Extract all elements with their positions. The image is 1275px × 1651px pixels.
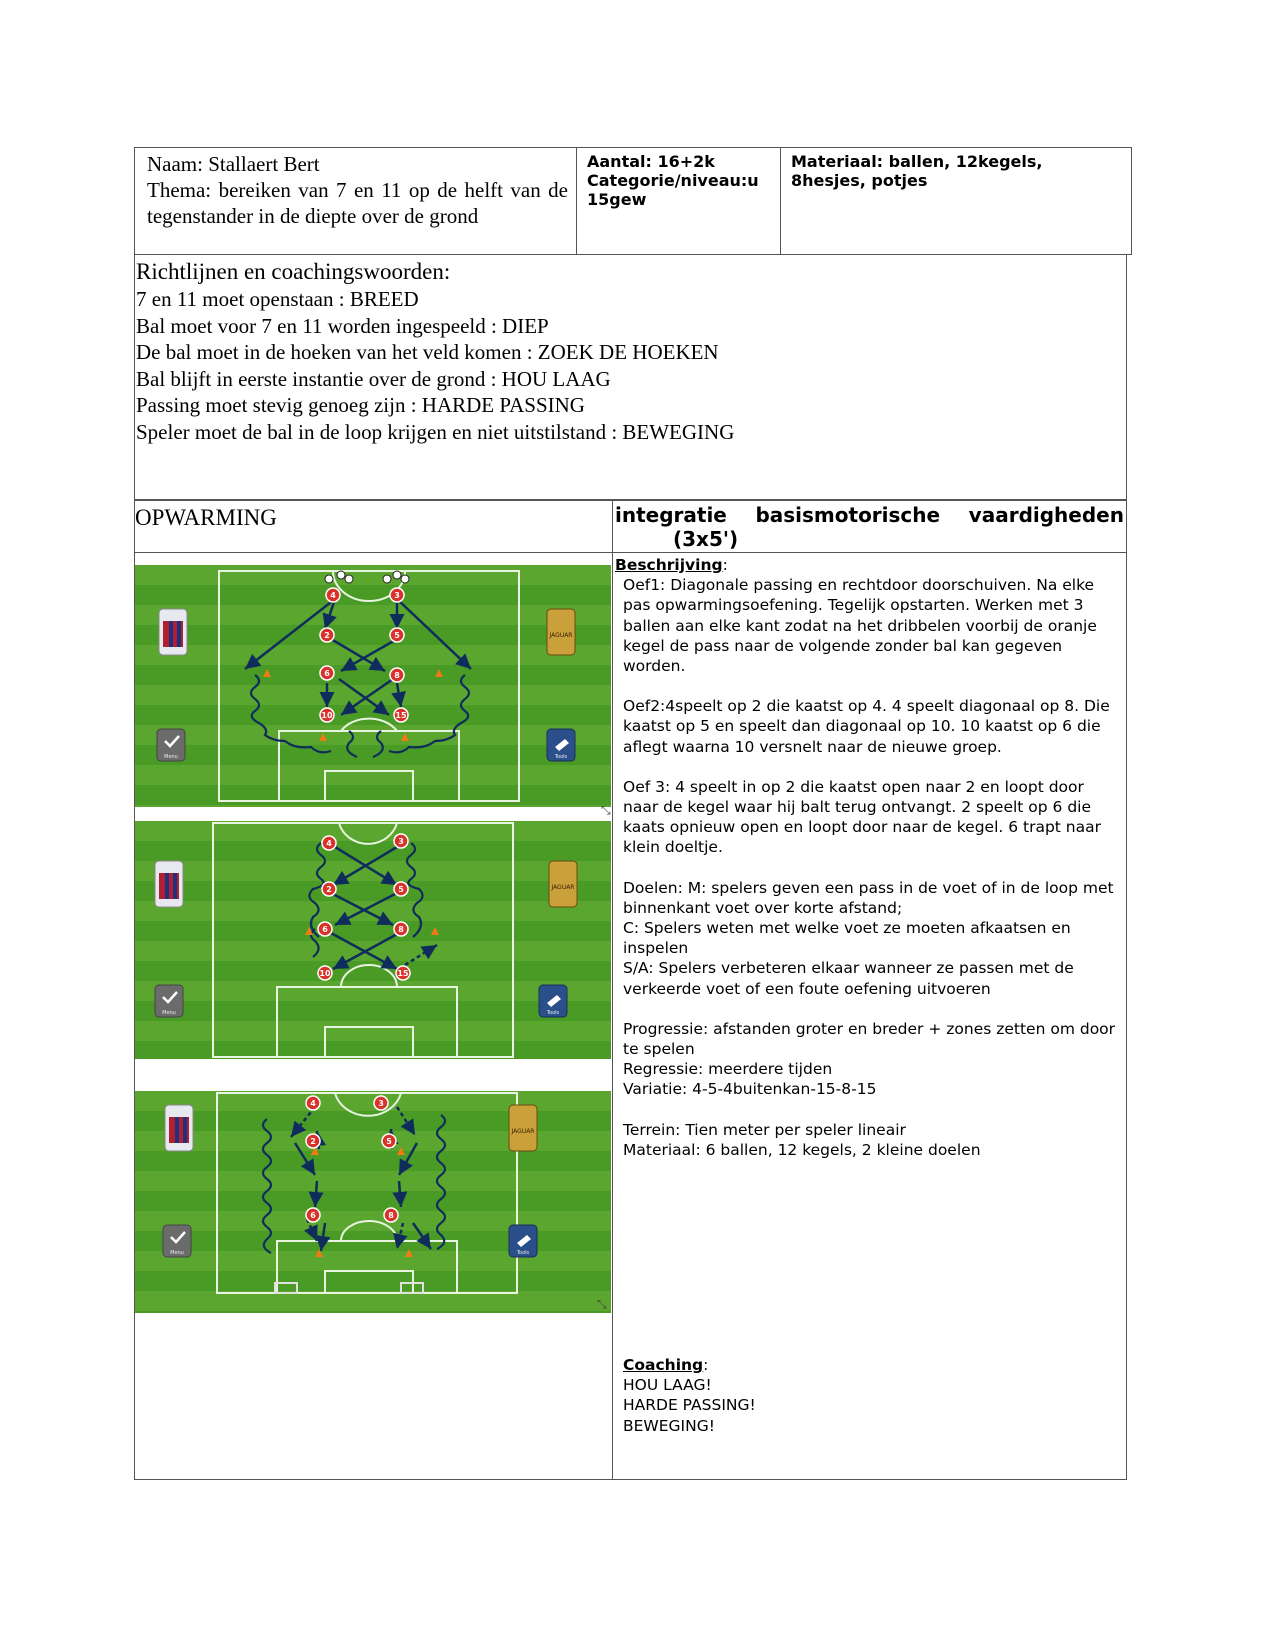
pitch-grass (135, 1091, 611, 1313)
exercise-3-text: Oef 3: 4 speelt in op 2 die kaatst open naar 2 en loopt door naar de kegel waar hij balt terug ontvangt. 2 speelt op 6 die kaats opnieuw open en loopt door naar de kegel. 6 trapt naar klein doeltje. (623, 777, 1102, 857)
svg-text:Menu: Menu (164, 754, 178, 760)
guideline-line: De bal moet in de hoeken van het veld komen : ZOEK DE HOEKEN (136, 340, 719, 364)
svg-text:8: 8 (398, 925, 404, 934)
coaching-word: BEWEGING! (623, 1416, 715, 1435)
svg-text:2: 2 (324, 631, 330, 640)
club-badge-left (165, 1105, 193, 1151)
player-8 (394, 922, 408, 936)
player-6 (318, 922, 332, 936)
svg-text:JAGUAR: JAGUAR (551, 884, 575, 891)
header-material-cell (781, 148, 1131, 254)
subtitle-duration: (3x5') (673, 527, 739, 551)
description-column: Beschrijving: Oef1: Diagonale passing en rechtdoor doorschuiven. Na elke pas opwarmingsoefening. Tegelijk opstarten. Werken met 3 ballen aan elke kant zodat na het dribbelen voorbij de oranje kegel de pass naar de volgende zonder bal kan gegeven worden. Oef2:4speelt op 2 die kaatst op 4. 4 speelt diagonaal op 8. Die kaatst op 5 en speelt dan diagonaal op 10. 10 kaatst op 6 die aflegt waarna 10 versnelt naar de nieuwe groep. Oef 3: 4 speelt in op 2 die kaatst open naar 2 en loopt door naar de kegel waar hij balt terug ontvangt. 2 speelt op 6 die kaats opnieuw open en loopt door naar de kegel. 6 trapt naar klein doeltje. Doelen: M: spelers geven een pass in de voet of in de loop met binnenkant voet over korte afstand; C: Spelers weten met welke voet ze moeten afkaatsen en inspelen S/A: Spelers verbeteren elkaar wanneer ze passen met de verkeerde voet of een foute oefening uitvoeren Progressie: afstanden groter en breder + zones zetten om door te spelen Regressie: meerdere tijden Variatie: 4-5-4buitenkan-15-8-15 Terrein: Tien meter per speler lineair Materiaal: 6 ballen, 12 kegels, 2 kleine doelen Coaching: HOU LAAG! HARDE PASSING! BEWEGING! (613, 553, 1126, 1479)
svg-text:6: 6 (324, 669, 330, 678)
svg-text:15: 15 (397, 969, 409, 978)
svg-text:15: 15 (395, 711, 407, 720)
goals-social: S/A: Spelers verbeteren elkaar wanneer ze passen met de verkeerde voet of een foute oefening uitvoeren (623, 959, 1074, 998)
resize-handle-icon[interactable]: ⤡ (597, 1297, 607, 1311)
svg-text:Tools: Tools (546, 1010, 560, 1016)
guideline-line: Speler moet de bal in de loop krijgen en niet uitstilstand : BEWEGING (136, 419, 735, 444)
jaguar-badge-right (509, 1105, 537, 1151)
svg-text:Menu: Menu (162, 1010, 176, 1016)
player-4 (326, 588, 340, 602)
guidelines-title: Richtlijnen en coachingswoorden: (136, 259, 451, 284)
pitch-svg-1 (135, 565, 611, 807)
svg-text:6: 6 (310, 1211, 316, 1220)
theme-text: Thema: bereiken van 7 en 11 op de helft van de tegenstander in de diepte over de grond (147, 178, 568, 228)
svg-text:4: 4 (310, 1099, 316, 1108)
player-8 (390, 668, 404, 682)
svg-text:3: 3 (394, 591, 400, 600)
tools-icon (539, 985, 567, 1017)
regression-text: Regressie: meerdere tijden (623, 1060, 833, 1079)
pitch-grass (135, 821, 611, 1059)
coaching-word: HARDE PASSING! (623, 1396, 756, 1415)
player-4 (322, 836, 336, 850)
svg-text:3: 3 (398, 837, 404, 846)
variation-text: Variatie: 4-5-4buitenkan-15-8-15 (623, 1080, 877, 1099)
svg-text:10: 10 (321, 711, 333, 720)
player-3 (390, 588, 404, 602)
header-count-cell (577, 148, 781, 254)
exercise-2-text: Oef2:4speelt op 2 die kaatst op 4. 4 speelt diagonaal op 8. Die kaatst op 5 en speelt dan diagonaal op 10. 10 kaatst op 6 die aflegt waarna 10 versnelt naar de nieuwe groep. (623, 697, 1110, 756)
player-5 (394, 882, 408, 896)
player-10 (318, 966, 332, 980)
club-badge-left (159, 609, 187, 655)
player-2 (322, 882, 336, 896)
guideline-line: 7 en 11 moet openstaan : BREED (136, 287, 419, 311)
trainer-name: Naam: Stallaert Bert (147, 152, 320, 176)
drill-diagram-1 (135, 565, 611, 807)
player-2 (306, 1134, 320, 1148)
material-list: Materiaal: ballen, 12kegels, 8hesjes, potjes (791, 152, 1043, 190)
material-text: Materiaal: 6 ballen, 12 kegels, 2 kleine doelen (623, 1140, 981, 1159)
category-level: Categorie/niveau:u 15gew (587, 171, 759, 209)
guideline-line: Bal blijft in eerste instantie over de grond : HOU LAAG (136, 366, 611, 391)
guideline-line: Bal moet voor 7 en 11 worden ingespeeld : DIEP (136, 313, 549, 338)
subtitle-word: integratie (615, 503, 727, 527)
menu-icon (157, 729, 185, 761)
svg-text:5: 5 (398, 885, 404, 894)
svg-text:10: 10 (319, 969, 331, 978)
player-5 (390, 628, 404, 642)
svg-text:Tools: Tools (516, 1250, 530, 1256)
player-15 (396, 966, 410, 980)
player-3 (394, 834, 408, 848)
menu-icon (163, 1225, 191, 1257)
header-table (134, 147, 1132, 255)
guidelines-box (134, 254, 1127, 500)
player-count: Aantal: 16+2k (587, 152, 715, 171)
club-badge-left (155, 861, 183, 907)
player-10 (320, 708, 334, 722)
svg-text:6: 6 (322, 925, 328, 934)
svg-text:Menu: Menu (170, 1250, 184, 1256)
svg-text:Tools: Tools (554, 754, 568, 760)
player-6 (306, 1208, 320, 1222)
svg-text:4: 4 (330, 591, 336, 600)
pitch-svg-3 (135, 1091, 611, 1313)
svg-text:JAGUAR: JAGUAR (549, 632, 573, 639)
coaching-word: HOU LAAG! (623, 1376, 712, 1395)
player-4 (306, 1096, 320, 1110)
tools-icon (547, 729, 575, 761)
svg-text:JAGUAR: JAGUAR (511, 1128, 535, 1135)
svg-text:5: 5 (386, 1137, 392, 1146)
svg-text:5: 5 (394, 631, 400, 640)
session-table (134, 500, 1127, 1480)
subtitle-word: vaardigheden (968, 503, 1124, 527)
beschrijving-label: Beschrijving (615, 556, 723, 574)
player-6 (320, 666, 334, 680)
player-3 (374, 1096, 388, 1110)
resize-handle-icon[interactable]: ⤡ (601, 803, 611, 817)
session-subtitle (613, 501, 1126, 553)
svg-text:2: 2 (326, 885, 332, 894)
header-name-cell (135, 148, 577, 254)
svg-text:2: 2 (310, 1137, 316, 1146)
tools-icon (509, 1225, 537, 1257)
coaching-label: Coaching (623, 1356, 704, 1375)
subtitle-word: basismotorische (755, 503, 941, 527)
player-8 (384, 1208, 398, 1222)
player-15 (394, 708, 408, 722)
guideline-line: Passing moet stevig genoeg zijn : HARDE PASSING (136, 393, 585, 417)
exercise-1-text: Oef1: Diagonale passing en rechtdoor doorschuiven. Na elke pas opwarmingsoefening. Tegelijk opstarten. Werken met 3 ballen aan elke kant zodat na het dribbelen voorbij de oranje kegel de pass naar de volgende zonder bal kan gegeven worden. (623, 576, 1097, 676)
jaguar-badge-right (549, 861, 577, 907)
session-title: OPWARMING (135, 501, 613, 553)
progression-text: Progressie: afstanden groter en breder + zones zetten om door te spelen (623, 1019, 1116, 1059)
drill-diagram-2 (135, 821, 611, 1059)
diagram-column (135, 553, 613, 1479)
pitch-svg-2 (135, 821, 611, 1059)
svg-text:4: 4 (326, 839, 332, 848)
svg-text:3: 3 (378, 1099, 384, 1108)
player-5 (382, 1134, 396, 1148)
goals-cognitive: C: Spelers weten met welke voet ze moeten afkaatsen en inspelen (623, 919, 1071, 958)
menu-icon (155, 985, 183, 1017)
svg-text:8: 8 (388, 1211, 394, 1220)
drill-diagram-3 (135, 1091, 611, 1313)
svg-text:8: 8 (394, 671, 400, 680)
jaguar-badge-right (547, 609, 575, 655)
goals-motor: Doelen: M: spelers geven een pass in de voet of in de loop met binnenkant voet over korte afstand; (623, 878, 1114, 917)
terrain-text: Terrein: Tien meter per speler lineair (623, 1120, 906, 1139)
player-2 (320, 628, 334, 642)
